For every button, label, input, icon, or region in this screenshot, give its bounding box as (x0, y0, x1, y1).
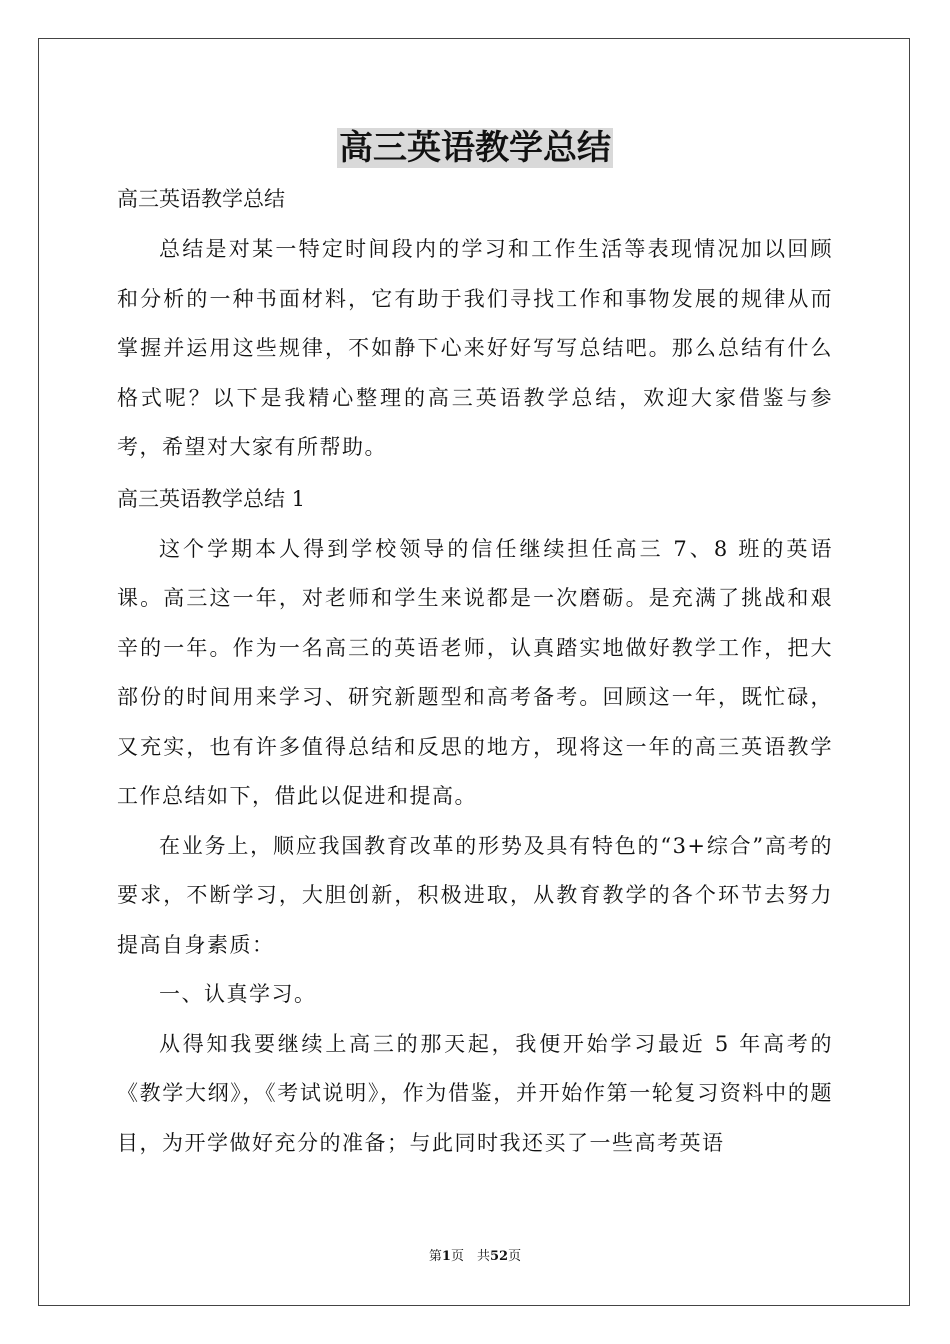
body-paragraph: 从得知我要继续上高三的那天起，我便开始学习最近 5 年高考的《教学大纲》，《考试说明》，作为借鉴，并开始作第一轮复习资料中的题目，为开学做好充分的准备；与此同时我还买了一些高考英语 (117, 1031, 833, 1155)
intro-paragraph: 总结是对某一特定时间段内的学习和工作生活等表现情况加以回顾和分析的一种书面材料，它有助于我们寻找工作和事物发展的规律从而掌握并运用这些规律，不如静下心来好好写写总结吧。那么总结有什么格式呢？以下是我精心整理的高三英语教学总结，欢迎大家借鉴与参考，希望对大家有所帮助。 (117, 237, 833, 459)
page-prefix: 第 (428, 1249, 442, 1264)
page-suffix: 页 (508, 1249, 522, 1264)
section-heading: 高三英语教学总结 1 (117, 486, 306, 511)
page-total: 52 (489, 1249, 509, 1264)
page-mid: 页 共 (450, 1249, 490, 1264)
body-paragraph: 这个学期本人得到学校领导的信任继续担任高三 7、8 班的英语课。高三这一年，对老师和学生来说都是一次磨砺。是充满了挑战和艰辛的一年。作为一名高三的英语老师，认真踏实地做好教学工作，把大部份的时间用来学习、研究新题型和高考备考。回顾这一年，既忙碌，又充实，也有许多值得总结和反思的地方，现将这一年的高三英语教学工作总结如下，借此以促进和提高。 (117, 536, 833, 808)
document-body (117, 173, 833, 1168)
document-title (0, 125, 950, 171)
body-paragraph: 在业务上，顺应我国教育改革的形势及具有特色的“3+综合”高考的要求，不断学习，大胆创新，积极进取，从教育教学的各个环节去努力提高自身素质： (117, 833, 833, 957)
list-item-heading: 一、认真学习。 (159, 982, 317, 1006)
document-heading: 高三英语教学总结 (117, 187, 285, 211)
page-current: 1 (441, 1249, 451, 1264)
document-title-text: 高三英语教学总结 (339, 128, 611, 168)
page-footer (0, 1245, 950, 1264)
